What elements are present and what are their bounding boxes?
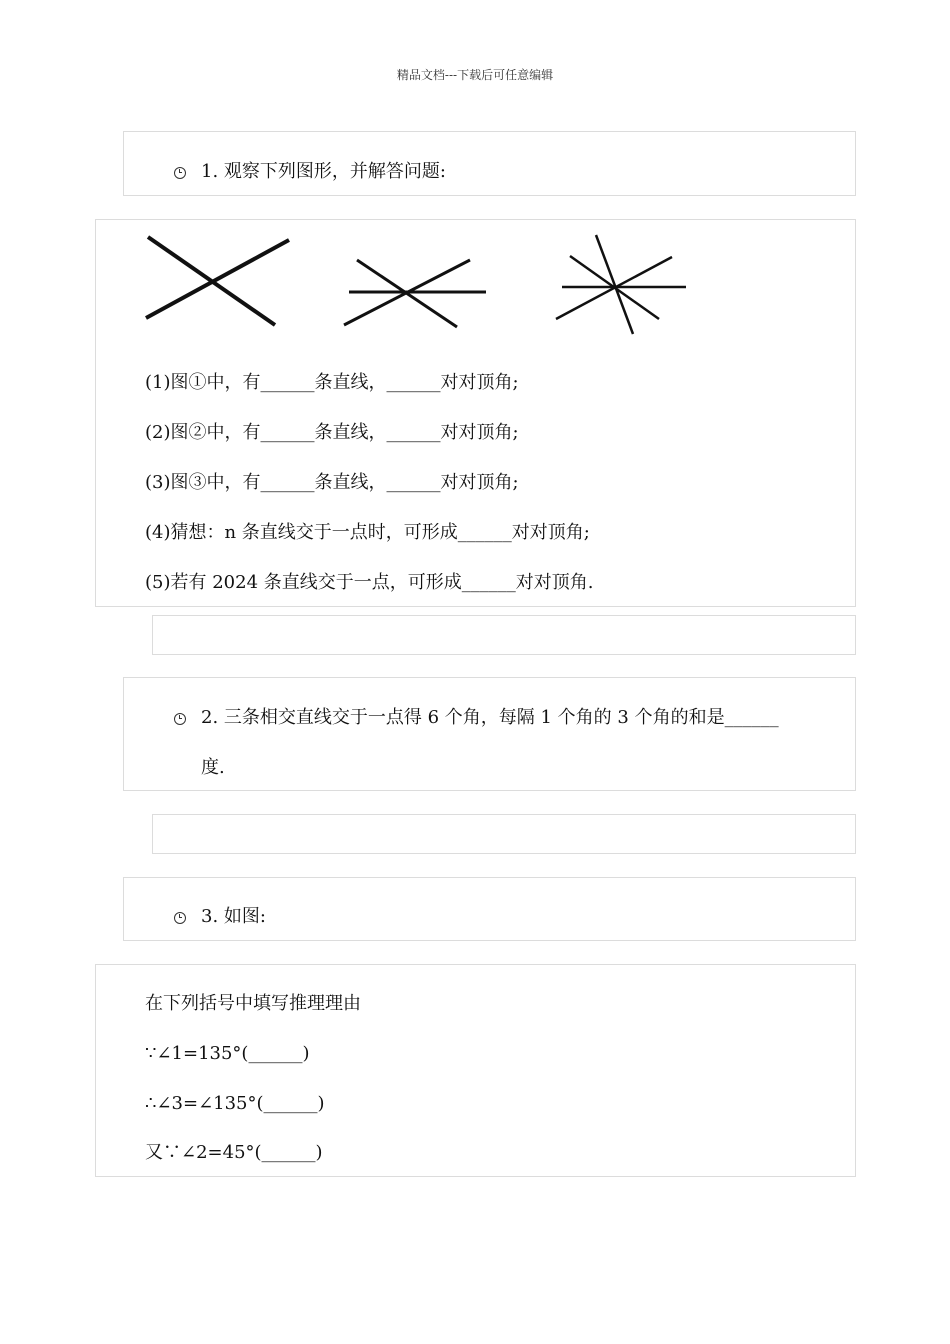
question-2-line-2: 度. (201, 757, 225, 778)
q1-item-2: (2)图②中，有______条直线，______对对顶角; (145, 422, 519, 443)
q3-item-1: 在下列括号中填写推理理由 (145, 993, 361, 1014)
clock-icon (174, 713, 186, 725)
q1-item-3: (3)图③中，有______条直线，______对对顶角; (145, 472, 519, 493)
q1-item-5: (5)若有 2024 条直线交于一点，可形成______对对顶角. (145, 572, 594, 593)
figure-1 (146, 237, 289, 325)
q3-item-3: ∴∠3=∠135°(______) (145, 1093, 325, 1114)
figure-3 (556, 235, 686, 334)
q1-item-1: (1)图①中，有______条直线，______对对顶角; (145, 372, 519, 393)
page-header: 精品文档---下载后可任意编辑 (396, 68, 554, 82)
q1-item-4: (4)猜想：n 条直线交于一点时，可形成______对对顶角; (145, 522, 590, 543)
question-2-box (123, 677, 856, 791)
empty-answer-box-1 (152, 615, 856, 655)
q3-item-2: ∵∠1=135°(______) (145, 1043, 310, 1064)
q3-item-4: 又∵∠2=45°(______) (145, 1142, 323, 1163)
figure-2 (344, 260, 486, 327)
intersecting-lines-figures (0, 0, 950, 345)
figures-row (0, 0, 950, 345)
empty-answer-box-2 (152, 814, 856, 854)
question-1-prompt: 1. 观察下列图形，并解答问题: (201, 161, 446, 182)
clock-icon (174, 912, 186, 924)
question-3-prompt: 3. 如图: (201, 906, 266, 927)
question-2-line-1: 2. 三条相交直线交于一点得 6 个角，每隔 1 个角的 3 个角的和是______ (201, 707, 779, 728)
